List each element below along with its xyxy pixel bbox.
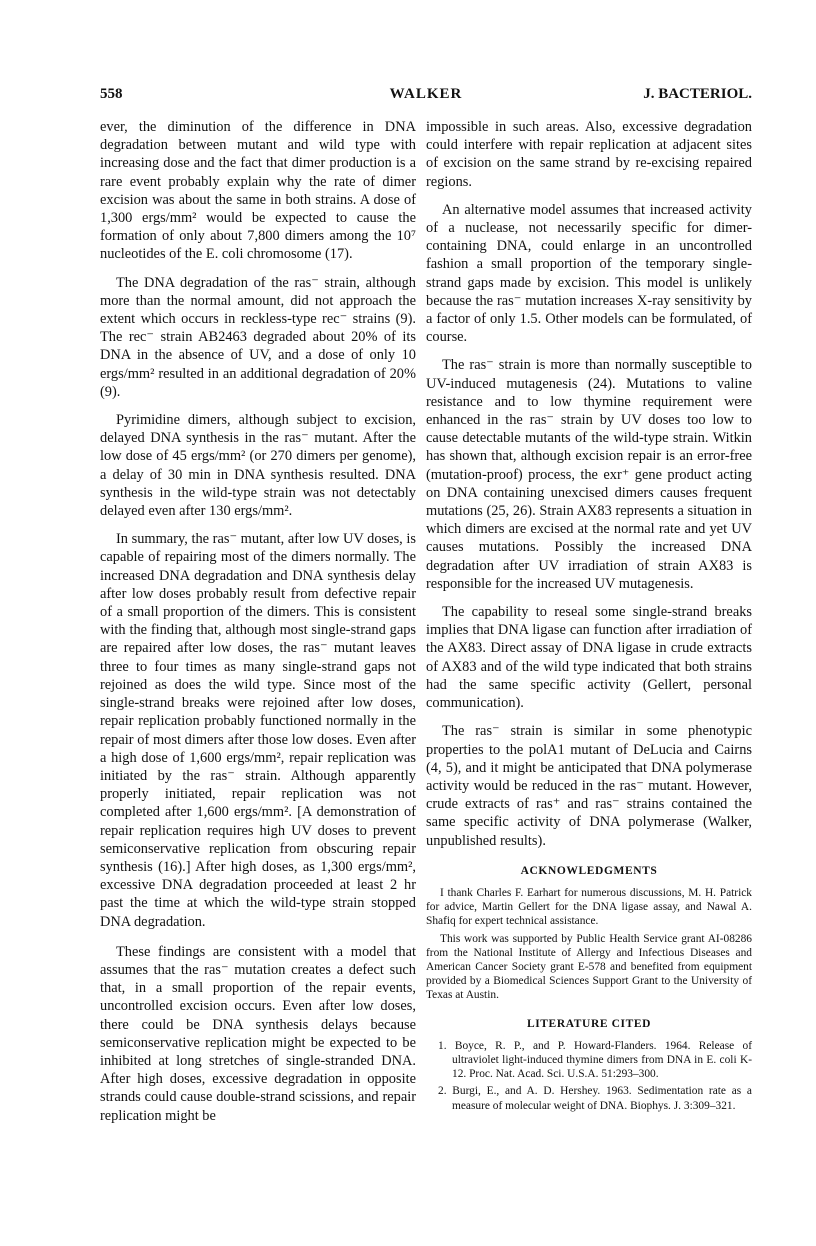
acknowledgment-paragraph: I thank Charles F. Earhart for numerous discussions, M. H. Patrick for advice, Martin Gellert for the DNA ligase assay, and Nawal A. Shafiq for expert technical assistance. [426,886,752,928]
acknowledgments [426,886,752,1003]
paragraph: These findings are consistent with a model that assumes that the ras⁻ mutation creates a defect such that, in a small proportion of the repair events, uncontrolled excision occurs. Even after low doses, there could be DNA synthesis delays because semiconservative replication might be expected to be inhibited at long stretches of single-stranded DNA. After high doses, excessive degradation in opposite strands could cause double-strand scissions, and repair replication might be [100,943,416,1124]
running-author: WALKER [389,86,463,102]
paragraph: Pyrimidine dimers, although subject to excision, delayed DNA synthesis in the ras⁻ mutant. After the low dose of 45 ergs/mm² (or 270 dimers per genome), a delay of 30 min in DNA synthesis resulted. DNA synthesis in the wild-type strain was not detectably delayed even after 130 ergs/mm². [100,412,416,520]
paragraph: An alternative model assumes that increased activity of a nuclease, not necessarily specific for dimer-containing DNA, could enlarge in an uncontrolled fashion a small proportion of the temporary single-strand gaps made by excision. This model is unlikely because the ras⁻ mutation increases X-ray sensitivity by a factor of only 1.5. Other models can be formulated, of course. [426,201,752,346]
running-header [100,86,752,108]
paragraph: The ras⁻ strain is similar in some phenotypic properties to the polA1 mutant of DeLucia and Cairns (4, 5), and it might be anticipated that DNA polymerase activity would be reduced in the ras⁻ mutant. However, crude extracts of ras⁺ and ras⁻ strains contained the same specific activity of DNA polymerase (Walker, unpublished results). [426,723,752,849]
reference-list [426,1039,752,1113]
reference-item: 2. Burgi, E., and A. D. Hershey. 1963. Sedimentation rate as a measure of molecular weight of DNA. Biophys. J. 3:309–321. [438,1085,752,1112]
paragraph: impossible in such areas. Also, excessive degradation could interfere with repair replication at adjacent sites of excision on the same strand by re-excising repaired regions. [426,119,752,190]
page-number: 558 [100,86,123,102]
paragraph: The DNA degradation of the ras⁻ strain, although more than the normal amount, did not approach the extent which occurs in reckless-type rec⁻ strains (9). The rec⁻ strain AB2463 degraded about 20% of its DNA in the absence of UV, and a dose of only 10 ergs/mm² resulted in an additional degradation of 20% (9). [100,274,416,400]
paragraph: The ras⁻ strain is more than normally susceptible to UV-induced mutagenesis (24). Mutations to valine resistance and to low thymine requirement were enhanced in the ras⁻ strain by UV doses too low to cause detectable mutants of the wild-type strain. Witkin has shown that, although excision repair is an error-free (mutation-proof) process, the exr⁺ gene product acting on DNA containing unexcised dimers causes frequent mutations (25, 26). Strain AX83 represents a situation in which dimers are excised at the normal rate and yet UV causes mutations. Possibly the increased DNA degradation after UV irradiation of strain AX83 is responsible for the increased UV mutagenesis. [426,357,752,592]
paragraph: In summary, the ras⁻ mutant, after low UV doses, is capable of repairing most of the dimers normally. The increased DNA degradation and DNA synthesis delay after low doses probably result from defective repair of a small proportion of the dimers. This is consistent with the finding that, although most single-strand gaps are repaired after low doses, the ras⁻ mutant leaves three to four times as many single-strand gaps not rejoined as does the wild type. Since most of the single-strand breaks were rejoined after low doses, repair replication probably functioned normally in the repair of most dimers after those low doses. Even after a high dose of 1,600 ergs/mm², repair replication was initiated by the ras⁻ strain. Although apparently properly initiated, repair replication was not completed after 1,600 ergs/mm². [A demonstration of repair replication requires high UV doses to prevent semiconservative replication from obscuring repair synthesis (16).] After high doses, as 1,300 ergs/mm², excessive DNA degradation proceeded at least 2 hr past the time at which the wild-type strain stopped DNA degradation. [100,531,416,930]
literature-heading: LITERATURE CITED [526,1017,652,1030]
journal-name: J. BACTERIOL. [643,86,752,102]
acknowledgment-paragraph: This work was supported by Public Health Service grant AI-08286 from the National Institute of Allergy and Infectious Diseases and American Cancer Society grant E-578 and benefited from equipment provided by a Biomedical Sciences Support Grant to the University of Texas at Austin. [426,932,752,1002]
paragraph: ever, the diminution of the difference in DNA degradation between mutant and wild type with increasing dose and the fact that dimer production is a rare event probably explain why the rate of dimer excision was about the same in both strains. A dose of 1,300 ergs/mm² would be expected to cause the formation of only about 7,800 dimers among the 10⁷ nucleotides of the E. coli chromosome (17). [100,119,416,263]
acknowledgments-heading: ACKNOWLEDGMENTS [520,864,658,877]
right-column [426,118,752,1116]
reference-item: 1. Boyce, R. P., and P. Howard-Flanders. 1964. Release of ultraviolet light-induced thymine dimers from DNA in E. coli K-12. Proc. Nat. Acad. Sci. U.S.A. 51:293–300. [438,1039,752,1081]
paragraph: The capability to reseal some single-strand breaks implies that DNA ligase can function after irradiation of the AX83. Direct assay of DNA ligase in crude extracts of AX83 and of the wild type indicated that both strains had the same specific activity (Gellert, personal communication). [426,604,752,712]
left-column [100,118,416,1129]
